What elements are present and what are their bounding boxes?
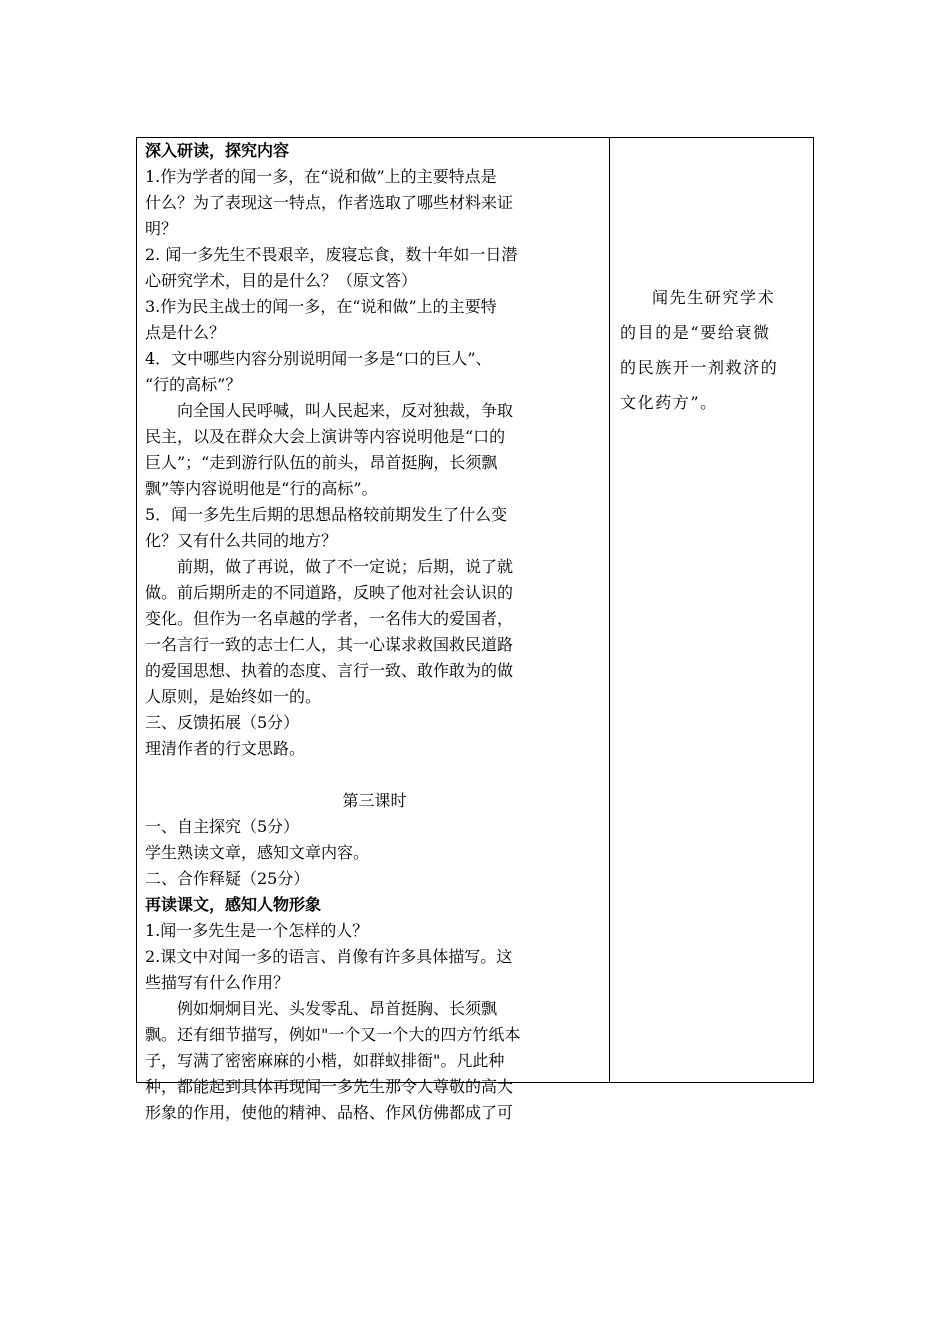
text-line: 第三课时 [342,791,407,810]
text-line: 学生熟读文章，感知文章内容。 [145,843,370,862]
text-line: 1.闻一多先生是一个怎样的人？ [145,921,369,940]
text-line: 心研究学术，目的是什么？（原文答） [145,271,418,290]
text-line: 例如炯炯目光、头发零乱、昂首挺胸、长须飘 [177,999,498,1018]
text-line: 明？ [145,219,178,238]
note-line: 闻先生研究学术 [652,288,776,307]
notes-column [610,138,813,1082]
text-line: 二、合作释疑（25分） [145,869,310,888]
text-line: 再读课文，感知人物形象 [145,895,322,914]
text-line: 5．闻一多先生后期的思想品格较前期发生了什么变 [145,505,508,524]
text-line: 形象的作用，使他的精神、品格、作风仿佛都成了可 [145,1103,514,1122]
text-line: 一名言行一致的志士仁人，其一心谋求救国救民道路 [145,635,514,654]
text-line: 前期，做了再说，做了不一定说；后期，说了就 [177,557,514,576]
text-line: 种，都能起到具体再现闻一多先生那令人尊敬的高大 [145,1077,514,1096]
text-line: 飘。还有细节描写，例如"一个又一个大的四方竹纸本 [145,1025,521,1044]
teaching-content-column [137,138,610,1122]
note-line: 的民族开一剂救济的 [620,358,779,377]
text-line: 化？又有什么共同的地方？ [145,531,338,550]
text-line: 向全国人民呼喊，叫人民起来，反对独裁，争取 [177,401,514,420]
text-line: 子，写满了密密麻麻的小楷，如群蚁排衙"。凡此种 [145,1051,505,1070]
text-line: 深入研读，探究内容 [145,141,290,160]
text-line: 2. 闻一多先生不畏艰辛，废寝忘食，数十年如一日潜 [145,245,518,264]
text-line: 点是什么？ [145,323,226,342]
note-line: 文化药方”。 [620,393,718,412]
text-line: 1.作为学者的闻一多，在“说和做”上的主要特点是 [145,167,497,186]
text-line: 些描写有什么作用？ [145,973,290,992]
lesson-plan-table [136,137,814,1122]
text-line: 什么？为了表现这一特点，作者选取了哪些材料来证 [145,193,514,212]
text-line: 理清作者的行文思路。 [145,739,306,758]
note-line: 的目的是“要给衰微 [620,323,771,342]
text-line: 一、自主探究（5分） [145,817,300,836]
text-line: 2.课文中对闻一多的语言、肖像有许多具体描写。这 [145,947,513,966]
text-line: 巨人”；“走到游行队伍的前头，昂首挺胸，长须飘 [145,453,498,472]
text-line: 3.作为民主战士的闻一多，在“说和做”上的主要特 [145,297,497,316]
text-line: 做。前后期所走的不同道路，反映了他对社会认识的 [145,583,514,602]
text-line: 4．文中哪些内容分别说明闻一多是“口的巨人”、 [145,349,492,368]
text-line: 人原则，是始终如一的。 [145,687,322,706]
text-line: 的爱国思想、执着的态度、言行一致、敢作敢为的做 [145,661,514,680]
text-line: “行的高标”？ [145,375,242,394]
text-line: 三、反馈拓展（5分） [145,713,300,732]
text-line: 民主，以及在群众大会上演讲等内容说明他是“口的 [145,427,506,446]
text-line: 变化。但作为一名卓越的学者，一名伟大的爱国者， [145,609,514,628]
blank-line [145,762,604,788]
text-line: 飘”等内容说明他是“行的高标”。 [145,479,378,498]
